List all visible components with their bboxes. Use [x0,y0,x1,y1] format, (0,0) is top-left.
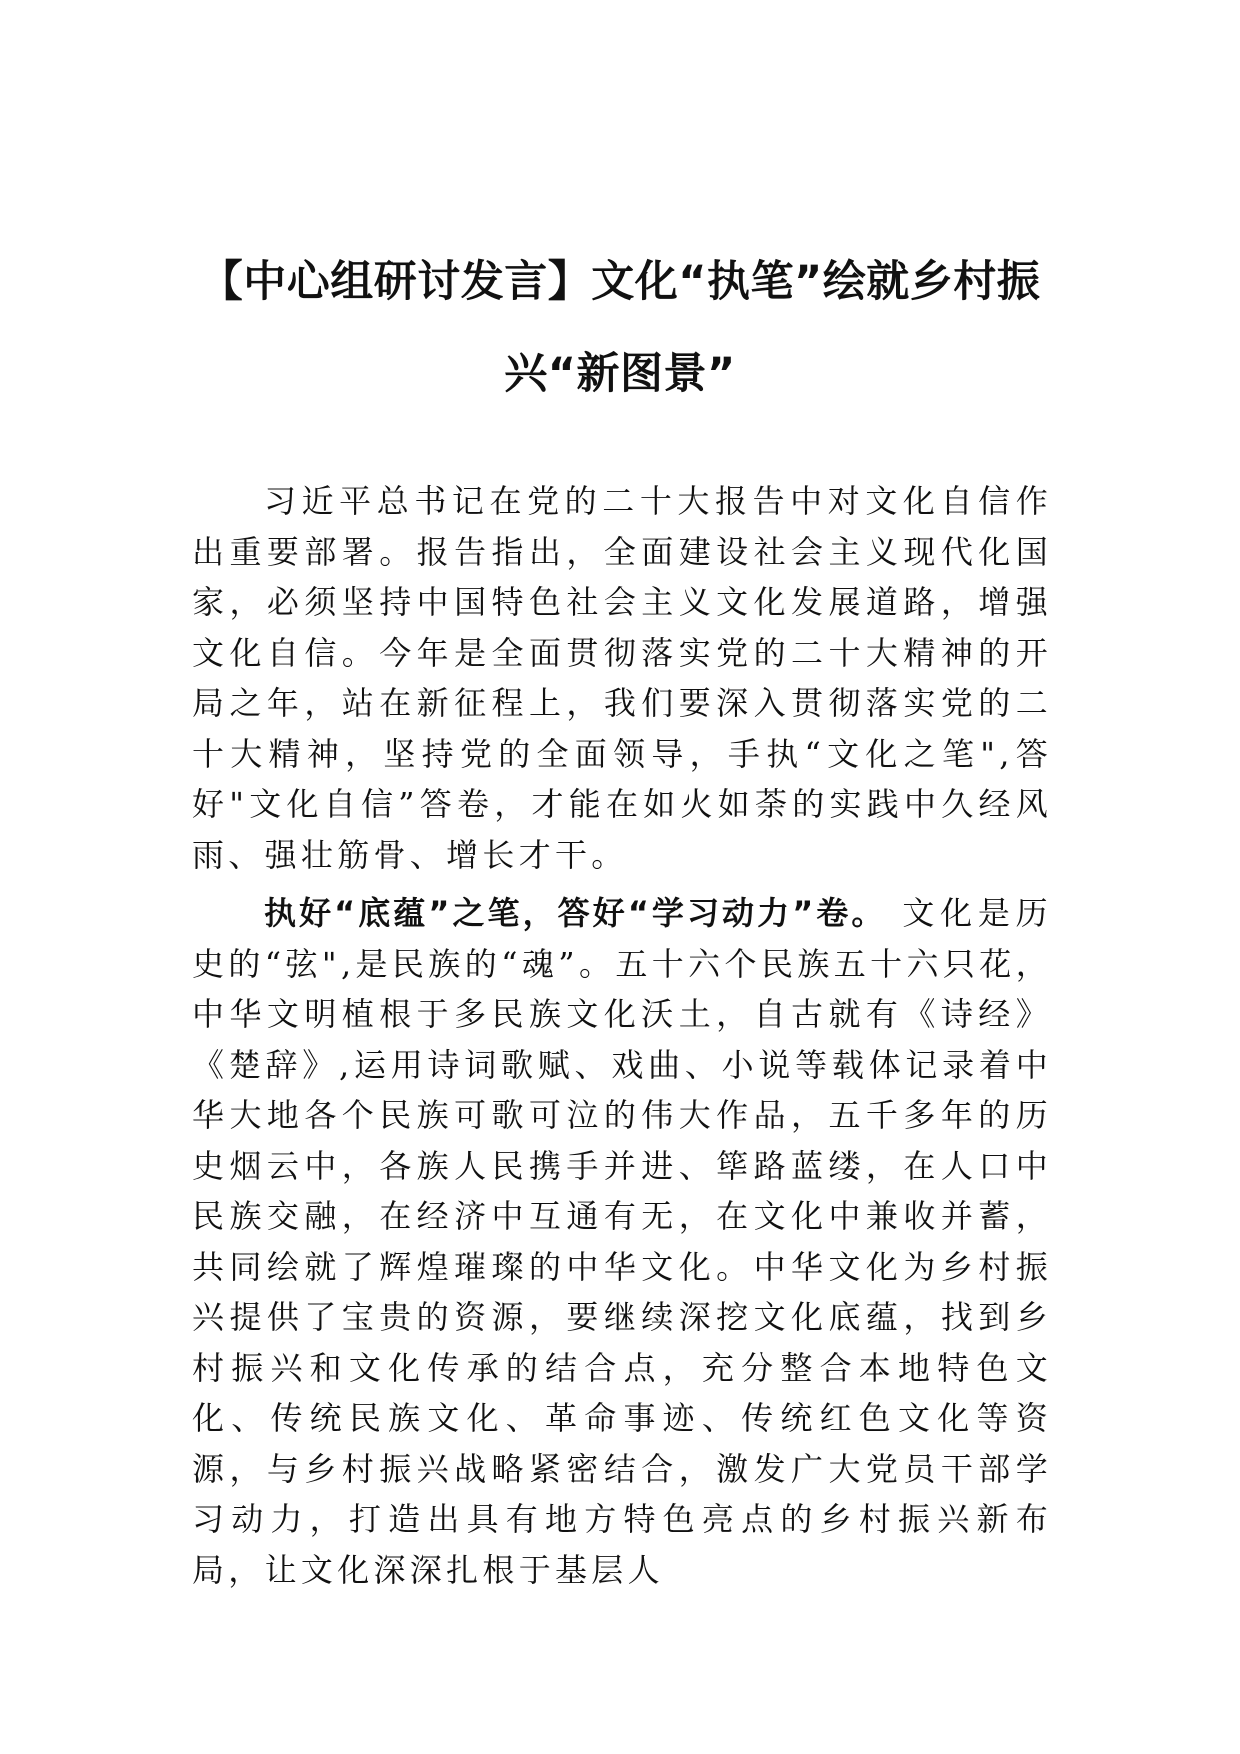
document-body [192,476,1052,1603]
paragraph-lead-heading: 执好“底蕴”之笔，答好“学习动力”卷。 [264,894,887,932]
paragraph-text: 习近平总书记在党的二十大报告中对文化自信作出重要部署。报告指出，全面建设社会主义现代化国家，必须坚持中国特色社会主义文化发展道路，增强文化自信。今年是全面贯彻落实党的二十大精神的开局之年，站在新征程上，我们要深入贯彻落实党的二十大精神，坚持党的全面领导，手执“文化之笔",答好"文化自信”答卷，才能在如火如荼的实践中久经风雨、强壮筋骨、增长才干。 [192,482,1052,874]
paragraph-text: 文化是历史的“弦",是民族的“魂”。五十六个民族五十六只花，中华文明植根于多民族文化沃土，自古就有《诗经》《楚辞》,运用诗词歌赋、戏曲、小说等载体记录着中华大地各个民族可歌可泣的伟大作品，五千多年的历史烟云中，各族人民携手并进、筚路蓝缕，在人口中民族交融，在经济中互通有无，在文化中兼收并蓄，共同绘就了辉煌璀璨的中华文化。中华文化为乡村振兴提供了宝贵的资源，要继续深挖文化底蕴，找到乡村振兴和文化传承的结合点，充分整合本地特色文化、传统民族文化、革命事迹、传统红色文化等资源，与乡村振兴战略紧密结合，激发广大党员干部学习动力，打造出具有地方特色亮点的乡村振兴新布局，让文化深深扎根于基层人 [192,894,1052,1589]
paragraph-intro [192,476,1052,880]
document-title: 【中心组研讨发言】文化“执笔”绘就乡村振兴“新图景” [199,257,1041,399]
paragraph-heritage [192,888,1052,1595]
